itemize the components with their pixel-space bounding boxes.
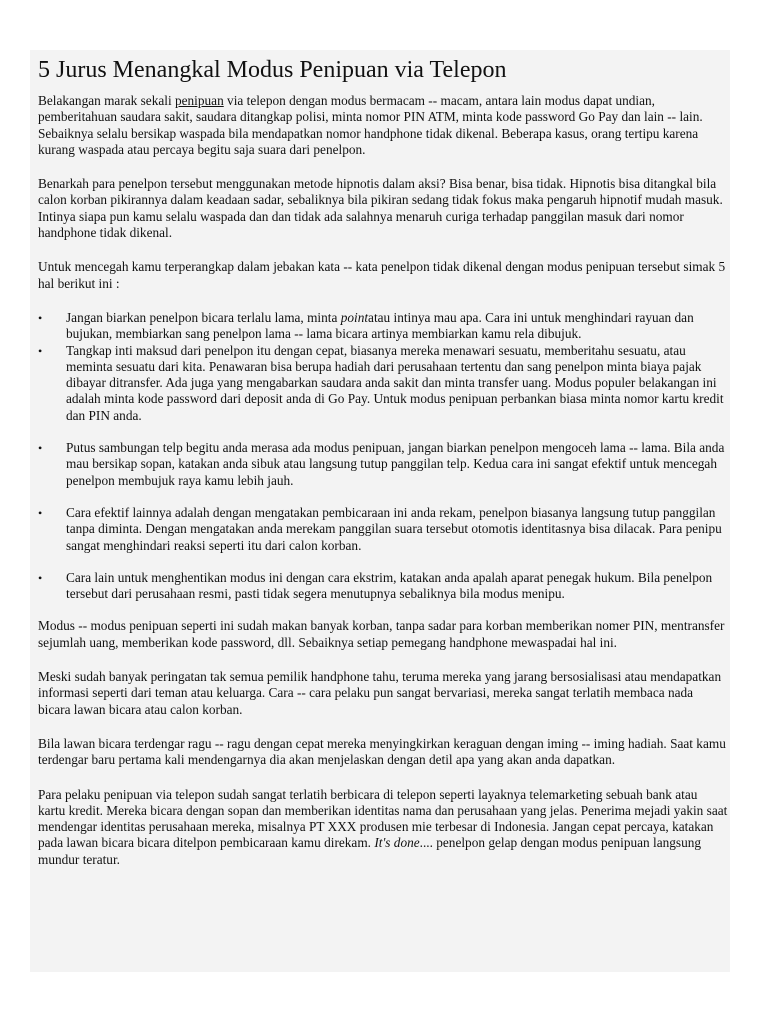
bullet-dot: •	[38, 310, 43, 325]
document-page	[30, 50, 730, 972]
penipuan-link[interactable]: penipuan	[174, 93, 224, 108]
list-item-text: Cara efektif lainnya adalah dengan mengatakan pembicaraan ini anda rekam, penelpon biasanya langsung tutup panggilan tanpa diminta. Dengan mengatakan anda merekam panggilan suara tersebut otomotis identitasnya bisa dilacak. Para penipu sangat menghindari reaksi seperti itu dari calon korban.	[66, 504, 722, 553]
list-item-italic: point	[340, 309, 369, 325]
paragraph-iming-iming: Bila lawan bicara terdengar ragu -- ragu dengan cepat mereka menyingkirkan keraguan dengan iming -- iming hadiah. Saat kamu terdengar baru pertama kali mendengarnya dia akan menjelaskan dengan detil apa yang akan anda dapatkan.	[38, 735, 726, 768]
paragraph-intro-text-end: via telepon dengan modus bermacam -- macam, antara lain modus dapat undian, pemberitahuan saudara sakit, saudara ditangkap polisi, minta nomor PIN ATM, minta kode password Go Pay dan lain -- lain. Sebaiknya selalu bersikap waspada bila mendapatkan nomor handphone tidak dikenal. Beberapa kasus, orang tertipu karena kurang waspada atau percaya begitu saja suara dari penelpon.	[38, 93, 703, 157]
paragraph-telemarketing-text-start: Para pelaku penipuan via telepon sudah sangat terlatih berbicara di telepon seperti layaknya telemarketing sebuah bank atau kartu kredit. Mereka bicara dengan sopan dan memberikan identitas nama dan perusahaan yang jelas. Penerima mejadi yakin saat mendengar identitas perusahaan mereka, misalnya PT XXX produsen mie terbesar di Indonesia. Jangan cepat percaya, katakan pada lawan bicara bicara ditelpon pembicaraan kamu direkam.	[38, 786, 728, 851]
list-item-text: Putus sambungan telp begitu anda merasa ada modus penipuan, jangan biarkan penelpon mengoceh lama -- lama. Bila anda mau bersikap sopan, katakan anda sibuk atau langsung tutup panggilan telp. Kedua cara ini sangat efektif untuk mencegah penelpon membujuk raya kamu lebih jauh.	[66, 440, 725, 488]
paragraph-telemarketing-italic: It's done	[374, 835, 420, 851]
bullet-dot: •	[38, 343, 43, 358]
tips-list	[38, 310, 728, 602]
paragraph-intro-text-start: Belakangan marak sekali	[38, 93, 175, 108]
list-item	[38, 310, 728, 343]
list-item-text: Cara lain untuk menghentikan modus ini dengan cara ekstrim, katakan anda apalah aparat penegak hukum. Bila penelpon tersebut dari perusahaan resmi, pasti tidak segera menutupnya sebaliknya bila modus menipu.	[66, 569, 713, 602]
list-item	[38, 570, 728, 603]
list-item-text-start: Jangan biarkan penelpon bicara terlalu lama, minta	[66, 309, 341, 325]
article-title: 5 Jurus Menangkal Modus Penipuan via Telepon	[38, 57, 507, 83]
list-item-text: Tangkap inti maksud dari penelpon itu dengan cepat, biasanya mereka menawari sesuatu, memberitahu sesuatu, atau meminta sesuatu dari kita. Penawaran bisa berupa hadiah dari perusahaan tertentu dan sang penelpon minta biaya pajak dibayar ditransfer. Ada juga yang mengabarkan saudara anda sakit dan minta transfer uang. Modus populer belakangan ini adalah minta kode password dari deposit anda di Go Pay. Untuk modus penipuan perbankan biasa minta nomor kartu kredit dan PIN anda.	[66, 342, 724, 423]
list-item-text-end: atau intinya mau apa. Cara ini untuk menghindari rayuan dan bujukan, membiarkan sang penelpon lama -- lama bicara artinya membiarkan kamu rela dibujuk.	[66, 309, 694, 342]
list-item	[38, 440, 728, 489]
paragraph-list-intro: Untuk mencegah kamu terperangkap dalam jebakan kata -- kata penelpon tidak dikenal dengan modus penipuan tersebut simak 5 hal berikut ini :	[38, 259, 726, 291]
paragraph-modus: Modus -- modus penipuan seperti ini sudah makan banyak korban, tanpa sadar para korban memberikan nomer PIN, mentransfer sejumlah uang, memberikan kode password, dll. Sebaiknya setiap pemegang handphone mewaspadai hal ini.	[38, 618, 725, 650]
paragraph-hipnotis: Benarkah para penelpon tersebut menggunakan metode hipnotis dalam aksi? Bisa benar, bisa tidak. Hipnotis bisa ditangkal bila calon korban pikirannya dalam keadaan sadar, sebaliknya bila pikiran sedang tidak fokus maka pengaruh hipnotif mudah masuk. Intinya siapa pun kamu selalu waspada dan dan tidak ada salahnya menaruh curiga terhadap panggilan masuk dari nomor handphone tidak dikenal.	[38, 176, 723, 241]
paragraph-peringatan: Meski sudah banyak peringatan tak semua pemilik handphone tahu, teruma mereka yang jarang bersosialisasi atau mendapatkan informasi seperti dari teman atau keluarga. Cara -- cara pelaku pun sangat bervariasi, mereka sangat terlatih membaca nada bicara lawan bicara atau calon korban.	[38, 669, 722, 717]
paragraph-intro	[38, 93, 728, 158]
paragraph-telemarketing	[38, 787, 728, 868]
bullet-dot: •	[38, 505, 43, 520]
paragraph-telemarketing-text-end: .... penelpon gelap dengan modus penipuan langsung mundur teratur.	[38, 835, 702, 867]
list-item	[38, 505, 728, 554]
bullet-dot: •	[38, 441, 43, 456]
bullet-dot: •	[38, 570, 43, 585]
list-item	[38, 343, 728, 424]
